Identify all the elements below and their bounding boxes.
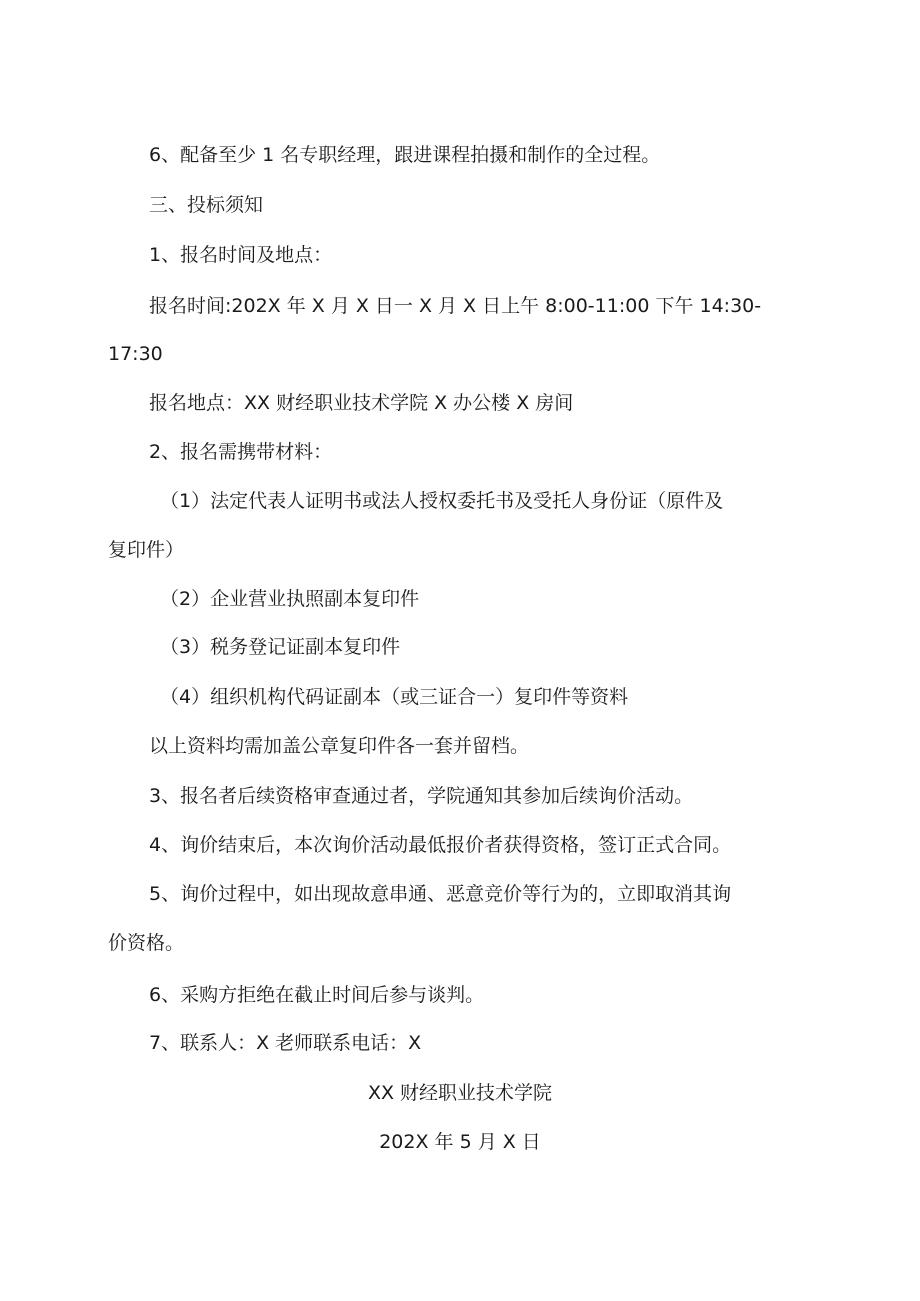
- registration-time: 报名时间:202X 年 X 月 X 日一 X 月 X 日上午 8:00-11:00 下午 14:30-: [149, 295, 762, 317]
- item-4-contract: 4、询价结束后，本次询价活动最低报价者获得资格，签订正式合同。: [149, 834, 732, 856]
- materials-note: 以上资料均需加盖公章复印件各一套并留档。: [149, 735, 530, 757]
- signature-date: 202X 年 5 月 X 日: [379, 1131, 541, 1153]
- signature-org: XX 财经职业技术学院: [367, 1082, 553, 1104]
- material-1-cont: 复印件）: [108, 539, 185, 561]
- material-2: （2）企业营业执照副本复印件: [160, 588, 420, 610]
- item-1-registration: 1、报名时间及地点：: [149, 244, 333, 266]
- section-heading-bidding-notice: 三、投标须知: [149, 194, 264, 216]
- item-5-collusion: 5、询价过程中，如出现故意串通、恶意竞价等行为的，立即取消其询: [149, 883, 732, 905]
- material-1: （1）法定代表人证明书或法人授权委托书及受托人身份证（原件及: [160, 490, 724, 512]
- clause-6-manager: 6、配备至少 1 名专职经理，跟进课程拍摄和制作的全过程。: [149, 144, 661, 166]
- registration-time-cont: 17:30: [108, 343, 163, 365]
- registration-location: 报名地点：XX 财经职业技术学院 X 办公楼 X 房间: [149, 392, 574, 414]
- material-3: （3）税务登记证副本复印件: [160, 636, 401, 658]
- item-3-qualification: 3、报名者后续资格审查通过者，学院通知其参加后续询价活动。: [149, 785, 694, 807]
- item-2-materials: 2、报名需携带材料：: [149, 441, 333, 463]
- item-5-cont: 价资格。: [108, 932, 185, 954]
- item-6-deadline: 6、采购方拒绝在截止时间后参与谈判。: [149, 984, 485, 1006]
- material-4: （4）组织机构代码证副本（或三证合一）复印件等资料: [160, 686, 629, 708]
- item-7-contact: 7、联系人：X 老师联系电话：X: [149, 1032, 422, 1054]
